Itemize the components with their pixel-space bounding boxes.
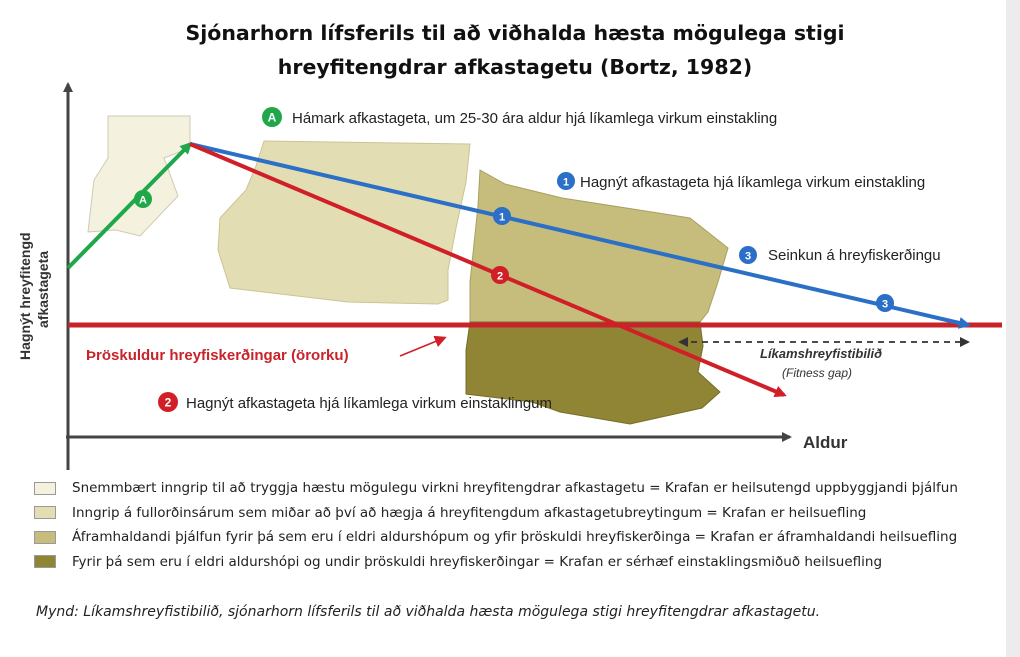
legend-text-2: Inngrip á fullorðinsárum sem miðar að því að hægja á hreyfitengdum afkastagetubreytingum = Krafan er heilsuefling [72,504,867,521]
legend-item [34,476,958,501]
annotation-a-badge [262,107,282,127]
annotation-1-badge [557,172,575,190]
y-axis-label-line-2: afkastageta [35,250,51,328]
fitness-gap-label: Líkamshreyfistibilið [760,346,883,361]
legend-swatch-1 [34,482,56,495]
svg-text:A: A [267,110,277,125]
legend-swatch-2 [34,506,56,519]
threshold-label: Þröskuldur hreyfiskerðingar (örorku) [86,347,349,364]
annotation-3-text: Seinkun á hreyfiskerðingu [768,247,941,264]
legend-swatch-4 [34,555,56,568]
marker-a-on-line [134,190,152,208]
chart-title-line-2: hreyfitengdrar afkastagetu (Bortz, 1982) [277,55,753,79]
region-2-shape [218,141,470,304]
fitness-gap-label-en: (Fitness gap) [782,366,853,380]
legend-swatch-3 [34,531,56,544]
y-axis-label [8,200,68,360]
legend-text-3: Áframhaldandi þjálfun fyrir þá sem eru í eldri aldurshópum og yfir þröskuldi hreyfiskerðinga = Krafan er áframhaldandi heilsuefling [72,529,958,546]
marker-2-on-line [491,266,509,284]
marker-3-on-line [876,294,894,312]
y-axis-label-line-1: Hagnýt hreyfitengd [17,232,33,360]
annotation-2-badge [158,392,178,412]
svg-text:2: 2 [164,395,172,410]
chart-title-line-1: Sjónarhorn lífsferils til að viðhalda hæsta mögulega stigi [185,21,845,45]
legend-item [34,501,958,526]
annotation-2-text: Hagnýt afkastageta hjá líkamlega virkum einstaklingum [186,395,553,412]
svg-text:A: A [139,194,147,207]
svg-text:3: 3 [744,250,752,263]
annotation-a-text: Hámark afkastageta, um 25-30 ára aldur hjá líkamlega virkum einstakling [292,110,778,127]
svg-text:1: 1 [562,176,570,189]
legend-item [34,550,958,575]
legend-item [34,525,958,550]
svg-text:3: 3 [881,298,889,311]
legend-text-4: Fyrir þá sem eru í eldri aldurshópi og undir þröskuldi hreyfiskerðingar = Krafan er sérhæf einstaklingsmiðuð heilsuefling [72,553,883,570]
annotation-3-badge [739,246,757,264]
region-3-shape [470,170,728,322]
threshold-pointer-arrow [400,338,444,356]
svg-text:2: 2 [496,270,504,283]
legend [34,476,958,574]
svg-text:1: 1 [498,211,506,224]
marker-1-on-line [493,207,511,225]
page-edge-strip [1006,0,1020,657]
legend-text-1: Snemmbært inngrip til að tryggja hæstu mögulegu virkni hreyfitengdrar afkastagetu = Krafan er heilsutengd uppbyggjandi þjálfun [72,480,958,497]
annotation-1-text: Hagnýt afkastageta hjá líkamlega virkum einstakling [580,174,926,191]
region-1-shape [88,116,190,236]
figure-caption: Mynd: Líkamshreyfistibilið, sjónarhorn lífsferils til að viðhalda hæsta mögulega stigi hreyfitengdrar afkastagetu. [36,604,821,620]
x-axis-label: Aldur [803,433,848,452]
